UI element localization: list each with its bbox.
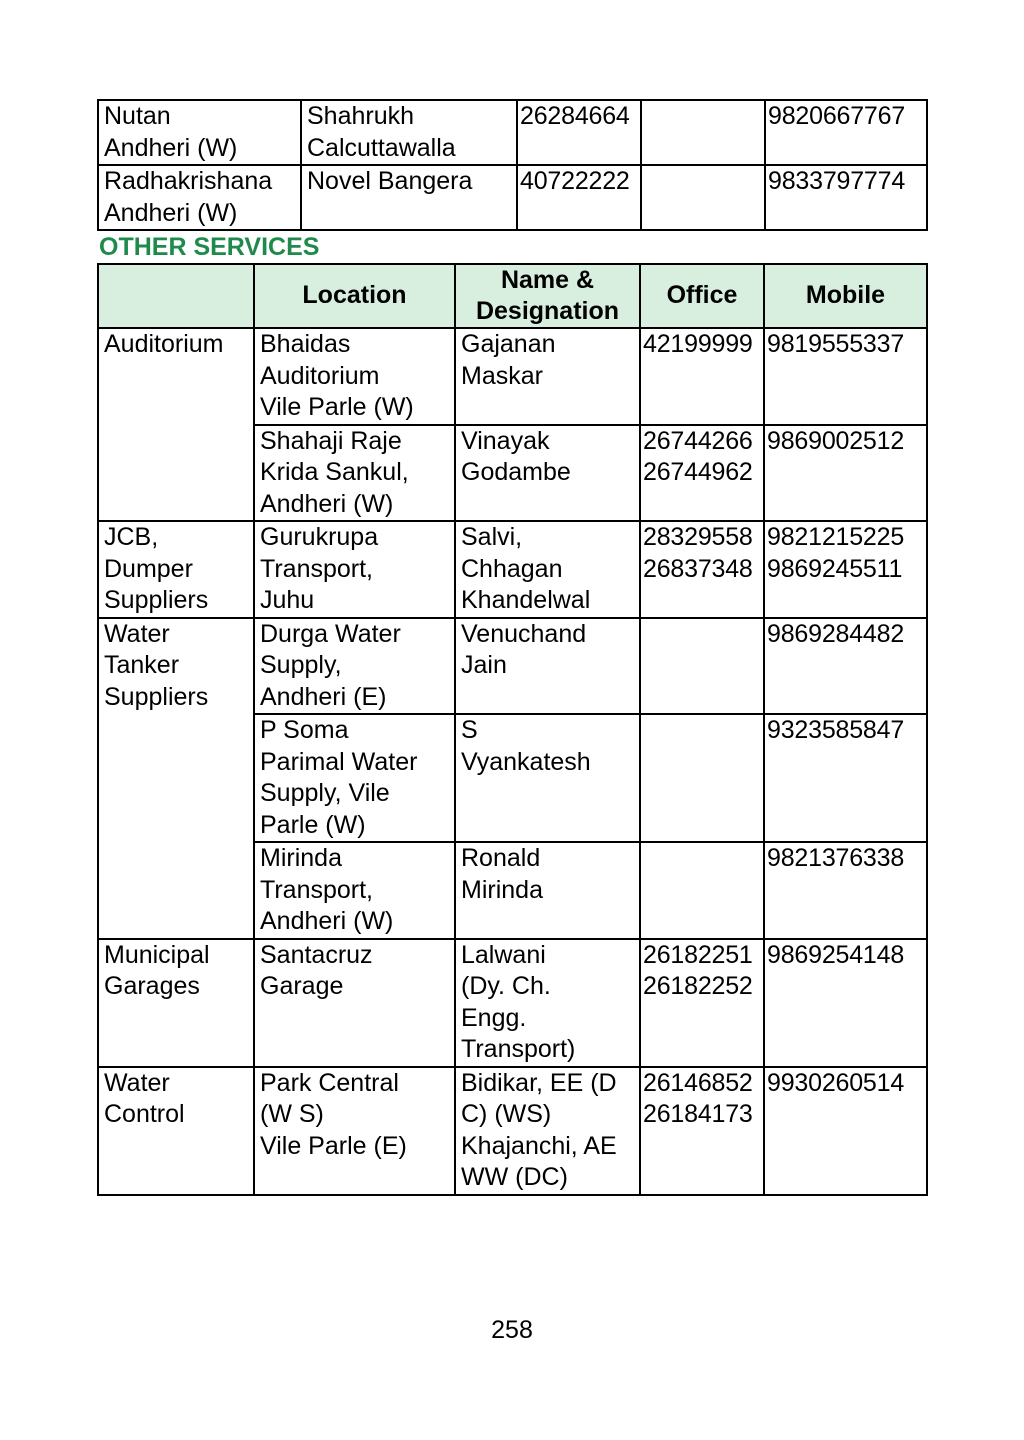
name-cell — [301, 165, 517, 230]
mobile-cell — [765, 165, 927, 230]
location-cell-line: Vile Parle (W) — [260, 393, 414, 421]
name-cell-line: Novel Bangera — [307, 167, 473, 195]
mobile-cell — [765, 100, 927, 165]
office-cell — [640, 939, 764, 1067]
top-contact-table — [97, 99, 928, 231]
office-cell — [517, 165, 641, 230]
mobile-cell-line: 9819555337 — [767, 330, 905, 358]
category-cell — [98, 939, 254, 1067]
name-cell-line: C) (WS) — [461, 1100, 552, 1128]
category-cell — [98, 618, 254, 939]
office-cell — [640, 842, 764, 939]
name-cell-line: Khandelwal — [461, 586, 591, 614]
mobile-cell-line: 9869245511 — [767, 554, 903, 583]
location-cell-line: Andheri (W) — [260, 489, 394, 518]
location-cell-line: Krida Sankul, — [260, 458, 409, 486]
top-table-body — [98, 100, 927, 230]
office-cell-line: 42199999 — [643, 330, 753, 358]
category-cell — [98, 328, 254, 521]
category-cell-line: Municipal — [104, 940, 210, 969]
category-cell-line: Suppliers — [104, 682, 209, 711]
services-table-body — [98, 328, 927, 1195]
office-cell — [640, 1067, 764, 1195]
mobile-cell — [764, 521, 927, 618]
name-cell-line: Godambe — [461, 458, 571, 486]
office-cell-line: 26146852 — [643, 1068, 753, 1097]
office-cell — [640, 425, 764, 522]
name-cell-line: Lalwani — [461, 940, 546, 969]
location-cell — [254, 618, 455, 715]
location-cell-line: Andheri (E) — [260, 682, 387, 711]
table-row — [98, 618, 927, 715]
blank-cell — [641, 100, 765, 165]
mobile-cell — [764, 939, 927, 1067]
mobile-cell — [764, 328, 927, 425]
name-cell — [455, 939, 640, 1067]
category-cell-line: Suppliers — [104, 586, 209, 614]
office-cell-line: 26837348 — [643, 554, 753, 583]
office-cell-line: 26184173 — [643, 1100, 753, 1128]
header-name-line2: Designation — [475, 297, 620, 325]
location-cell-line: Transport, — [260, 875, 374, 904]
table-header-row — [98, 264, 927, 328]
name-cell-line: WW (DC) — [461, 1163, 568, 1191]
category-cell — [98, 1067, 254, 1195]
mobile-cell-line: 9323585847 — [767, 716, 905, 744]
name-cell-line: Vyankatesh — [461, 747, 591, 776]
header-mobile: Mobile — [764, 264, 927, 328]
blank-cell — [641, 165, 765, 230]
name-cell-line: Bidikar, EE (D — [461, 1068, 617, 1097]
category-cell-line: Garages — [104, 972, 200, 1000]
office-cell-line: 28329558 — [643, 523, 753, 551]
mobile-cell — [764, 618, 927, 715]
office-cell-line: 26182251 — [643, 940, 753, 969]
mobile-cell-line: 9869284482 — [767, 619, 905, 648]
header-name-line1: Name & — [500, 266, 595, 294]
location-cell-line: Bhaidas — [260, 330, 351, 358]
section-heading: OTHER SERVICES — [99, 233, 320, 261]
location-cell — [98, 100, 301, 165]
table-row — [98, 521, 927, 618]
location-cell-line: Radhakrishana — [104, 167, 273, 195]
location-cell-line: Shahaji Raje — [260, 426, 402, 455]
location-cell — [254, 714, 455, 842]
name-cell-line: Vinayak — [461, 426, 550, 455]
name-cell-line: Mirinda — [461, 875, 543, 904]
table-row — [98, 328, 927, 425]
location-cell-line: Andheri (W) — [260, 907, 394, 935]
header-name-designation — [455, 264, 640, 328]
location-cell-line: Supply, Vile — [260, 779, 390, 807]
category-cell-line: Auditorium — [104, 330, 224, 358]
name-cell-line: Venuchand — [461, 619, 587, 648]
name-cell — [455, 842, 640, 939]
location-cell-line: Vile Parle (E) — [260, 1131, 407, 1160]
table-row — [98, 100, 927, 165]
name-cell-line: Ronald — [461, 844, 541, 872]
location-cell-line: Nutan — [104, 102, 171, 130]
location-cell — [254, 1067, 455, 1195]
location-cell-line: Gurukrupa — [260, 523, 379, 551]
name-cell-line: S — [461, 716, 478, 744]
location-cell — [98, 165, 301, 230]
header-category — [98, 264, 254, 328]
office-cell-line: 40722222 — [520, 167, 630, 195]
category-cell-line: Water — [104, 1068, 170, 1097]
header-office: Office — [640, 264, 764, 328]
mobile-cell-line: 9820667767 — [768, 102, 906, 130]
category-cell-line: JCB, — [104, 523, 159, 551]
location-cell-line: Juhu — [260, 586, 315, 614]
name-cell — [455, 1067, 640, 1195]
office-cell-line: 26744266 — [643, 426, 753, 455]
name-cell-line: Engg. — [461, 1003, 527, 1032]
name-cell-line: Gajanan — [461, 330, 556, 358]
name-cell-line: Shahrukh — [307, 102, 415, 130]
location-cell-line: Supply, — [260, 651, 342, 679]
office-cell — [517, 100, 641, 165]
table-row — [98, 165, 927, 230]
name-cell — [455, 714, 640, 842]
name-cell — [455, 618, 640, 715]
location-cell-line: Durga Water — [260, 619, 401, 648]
category-cell-line: Tanker — [104, 651, 180, 679]
location-cell — [254, 842, 455, 939]
name-cell-line: Khajanchi, AE — [461, 1131, 617, 1160]
location-cell-line: Garage — [260, 972, 344, 1000]
location-cell — [254, 521, 455, 618]
category-cell — [98, 521, 254, 618]
location-cell-line: Auditorium — [260, 361, 380, 390]
name-cell-line: (Dy. Ch. — [461, 972, 551, 1000]
name-cell — [455, 328, 640, 425]
office-cell — [640, 714, 764, 842]
name-cell — [455, 425, 640, 522]
location-cell-line: Andheri (W) — [104, 198, 238, 227]
location-cell — [254, 328, 455, 425]
location-cell-line: Santacruz — [260, 940, 373, 969]
location-cell-line: Park Central — [260, 1068, 399, 1097]
category-cell-line: Water — [104, 619, 170, 648]
mobile-cell-line: 9821215225 — [767, 523, 905, 551]
location-cell — [254, 425, 455, 522]
page-number: 258 — [491, 1316, 533, 1344]
office-cell-line: 26182252 — [643, 972, 753, 1000]
name-cell — [455, 521, 640, 618]
location-cell-line: Parimal Water — [260, 747, 418, 776]
office-cell-line: 26284664 — [520, 102, 630, 130]
location-cell — [254, 939, 455, 1067]
office-cell — [640, 618, 764, 715]
mobile-cell — [764, 842, 927, 939]
category-cell-line: Dumper — [104, 554, 193, 583]
name-cell-line: Salvi, — [461, 523, 523, 551]
mobile-cell-line: 9821376338 — [767, 844, 905, 872]
other-services-table — [97, 263, 928, 1196]
location-cell-line: P Soma — [260, 716, 349, 744]
mobile-cell-line: 9869254148 — [767, 940, 905, 969]
name-cell-line: Calcuttawalla — [307, 133, 456, 162]
table-row — [98, 939, 927, 1067]
office-cell-line: 26744962 — [643, 458, 753, 486]
mobile-cell-line: 9930260514 — [767, 1068, 905, 1097]
header-location: Location — [254, 264, 455, 328]
mobile-cell-line: 9869002512 — [767, 426, 905, 455]
location-cell-line: Transport, — [260, 554, 374, 583]
name-cell-line: Transport) — [461, 1035, 576, 1063]
location-cell-line: (W S) — [260, 1100, 324, 1128]
location-cell-line: Mirinda — [260, 844, 342, 872]
category-cell-line: Control — [104, 1100, 185, 1128]
table-row — [98, 1067, 927, 1195]
name-cell-line: Jain — [461, 651, 507, 679]
name-cell — [301, 100, 517, 165]
name-cell-line: Chhagan — [461, 554, 563, 583]
name-cell-line: Maskar — [461, 361, 543, 390]
mobile-cell — [764, 714, 927, 842]
office-cell — [640, 521, 764, 618]
mobile-cell — [764, 425, 927, 522]
mobile-cell — [764, 1067, 927, 1195]
location-cell-line: Andheri (W) — [104, 133, 238, 162]
mobile-cell-line: 9833797774 — [768, 167, 906, 195]
office-cell — [640, 328, 764, 425]
location-cell-line: Parle (W) — [260, 810, 366, 839]
